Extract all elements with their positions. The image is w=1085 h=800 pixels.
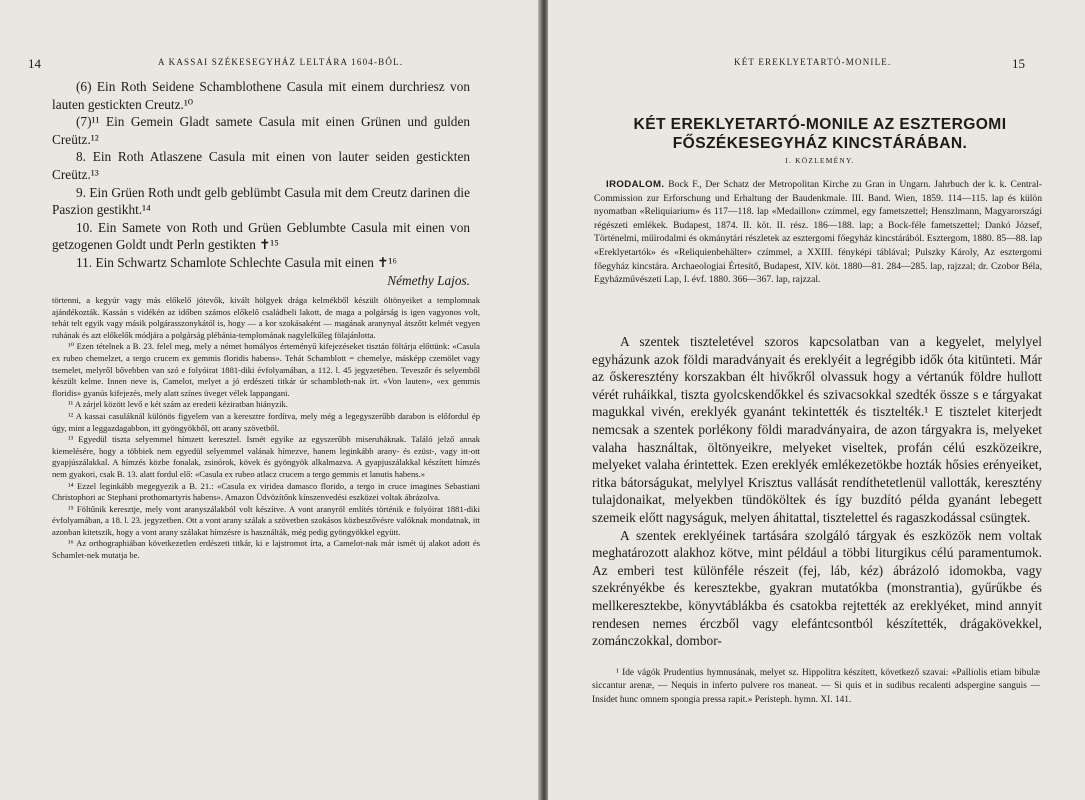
article-subtitle: I. KÖZLEMÉNY.: [785, 156, 855, 165]
footnote: ¹⁴ Ezzel leginkább megegyezik a B. 21.: «Casula ex viridea damasco florido, a tergo in cruce imagines Sebastiani Christophori ac Stephani prothomartyris habens». Amazon Üdvözítőnk kínszenvedési eszközei voltak ábrázolva.: [52, 480, 480, 503]
footnote: ¹¹ A zárjel között levő e két szám az eredeti kéziratban hiányzik.: [68, 399, 288, 410]
left-page: [0, 0, 540, 800]
right-page: [548, 0, 1085, 800]
inventory-item: 8. Ein Roth Atlaszene Casula mit einen von lauter seiden gestickten Creütz.¹³: [52, 149, 470, 182]
footnote: ¹⁵ Föltűnik keresztje, mely vont aranyszálakból volt készítve. A vont aranyról említés történik e folyóirat 1881-diki évfolyamában, a 18. l. 23. jegyzetben. Ott a vont arany szálak a szövetben szokásos közbeszővésre valóknak mondatnak, itt azonban kitetszik, hogy a vont arany szálakat hímzésre is használták, még pedig gyöngyökkel együtt.: [52, 503, 480, 537]
footnote: ¹² A kassai casuláknál különös figyelem van a keresztre fordítva, mely még a legegyszerűbb darabon is előfordul ép úgy, mint a leggazdagabbon, itt gyöngyökből, ott arany szövetből.: [52, 410, 480, 433]
left-running-head: A KASSAI SZÉKESEGYHÁZ LELTÁRA 1604-BŐL.: [158, 57, 404, 67]
inventory-list: [52, 78, 470, 289]
footnote: ¹⁶ Az orthographiában következetlen erdészeti titkár, ki e lajstromot írta, a Camelot-nak már ismét új alakot adott és Schamlet-nek mutatja be.: [52, 538, 480, 561]
inventory-item: 9. Ein Grüen Roth undt gelb geblümbt Casula mit dem Creutz darinen die Paszion gestikht.¹⁴: [52, 184, 470, 218]
inventory-item: (6) Ein Roth Seidene Schamblothene Casula mit einem durchriesz von lauten gestickten Creutz.¹⁰: [52, 79, 470, 112]
footnote: ¹⁰ Ezen tételnek a B. 23. felel meg, mely a német homályos érteményű kifejezéseket tisztán föltárja előttünk: «Casula ex rubeo chemelzet, a tergo crucem ex gemmis floridis habens». Tehát Schamblott = chemelye, másképp czemölet vagy tsemelet, melyről bővebben van szó e folyóirat 1881-diki évfolyamában, a 112. l. 45 jegyzetében. Teveszőr és selyemből készült kelme. Innen neve is, Camelot, melyet a jó erdészeti titkár úr schambloth-nak írt. «Von lauten», «ex gemmis floridis» gyanús kifejezés, mely alatt színes üveget vélek lappangani.: [52, 341, 480, 398]
title-line: FŐSZÉKESEGYHÁZ KINCSTÁRÁBAN.: [672, 135, 968, 152]
left-footnotes: [52, 295, 480, 562]
inventory-item: (7)¹¹ Ein Gemein Gladt samete Casula mit einen Grünen und gulden Creütz.¹²: [52, 114, 470, 147]
left-page-number: 14: [28, 56, 41, 71]
literature-block: [594, 178, 1042, 287]
right-footnote: ¹ Ide vágók Prudentius hymnusának, melyet sz. Hippolitra készített, következő szavai: «Palliolis etiam bibulæ siccantur arenæ, — Nequis in inferto pulvere ros maneat. — Si quis et in sudibus recalenti adspergine sanguis — Insidet hunc omnem spongia pressa rapit.» Peristeph. hymn. XI. 141.: [592, 668, 1040, 705]
right-page-number: 15: [1012, 56, 1025, 71]
literature-label: IRODALOM.: [606, 179, 665, 190]
author-signature: Némethy Lajos.: [387, 272, 470, 288]
title-line: KÉT EREKLYETARTÓ-MONILE AZ ESZTERGOMI: [633, 116, 1007, 133]
footnote: törtenni, a kegyúr vagy más előkelő jótevők, kivált hölgyek drága kelmékből készült öltönyeiket a templomnak ajándékozták. Kassán s vidékén az időben számos előkelő családbeli lakott, de maga a polgárság is igen vagyonos volt, tehát telt egyik vagy másik polgárasszonykától is, hogy — a kor szokásaként — magának aranynyal átszőtt kelmét vegyen ruhának és azt előkelők módjára a polgárság plébánia-templomának nagylelkűleg fölajánlotta.: [52, 295, 480, 340]
inventory-item: 11. Ein Schwartz Schamlote Schlechte Casula mit einen ✝¹⁶: [76, 254, 397, 270]
literature-text: Bock F., Der Schatz der Metropolitan Kirche zu Gran in Ungarn. Jahrbuch der k. k. Central-Commission zur Erforschung und Erhaltung der Baudenkmale. III. Band. Wien, 1859. 114—115. lap és külön nyomatban «Reliquiarium» és 117—118. lap «Medaillon» czímmel, egy fametszettel; Henszlmann, Magyarországi régészeti emlékek. Budapest, 1874. II. köt. II. rész. 186—188. lap; a Bock-féle fametszettel; Dankó József, Történelmi, műirodalmi és okmánytári részletek az esztergomi főegyház kincstárából. Esztergom, 1880. 85—88. lap «Ereklyetartók» és «Reliquienbehälter» czímmel, a XXIII. fényképi táblával; Pulszky Károly, Az esztergomi főegyház kincstára. Archaeologiai Értesítő, Budapest, XIV. köt. 1880—81. 284—285. lap, rajzzal; dr. Czobor Béla, Egyházművészeti Lap, I. évf. 1880. 366—367. lap, rajzzal.: [594, 179, 1042, 286]
body-paragraph: A szentek ereklyéinek tartására szolgáló tárgyak és eszközök nem voltak meghatározott alakhoz kötve, mint például a többi liturgikus célú paramentumok. Az emberi test különféle részeit (fej, láb, kéz) ábrázoló idomokba, vagy szekrényékbe és keresztekbe, gyakran mutatókba (monstrantia), gyűrűkbe és mellkeresztekbe, könyvtáblákba és csatokba rejtették az ereklyéket, mind annyit rendesen nemes érczből vagy elefántcsontból készítették, drágakövekkel, zománczokkal, dombor-: [592, 527, 1042, 649]
inventory-item: 10. Ein Samete von Roth und Grüen Geblumbte Casula mit einen von getzogenen Goldt undt Perln gestikten ✝¹⁵: [52, 219, 470, 253]
body-paragraph: A szentek tiszteletével szoros kapcsolatban van a kegyelet, melylyel egyházunk azok földi maradványait és ereklyéit a legrégibb idők óta kitünteti. Már az őskeresztény korszakban élt hivőkről olvassuk hogy a vértanúk földre hullott vérét ruháikkal, tiszta gyolcskendőkkel és szivacsokkal szedték össze s e tárgyakat magukkal vivén, ereklyék gyanánt tekintették és tisztelték.¹ E tisztelet kiterjedt nemcsak a szentek porlékony földi maradványaira, de azon tárgyakra is, melyeket valaha használtak, öltönyeikre, melyeket viseltek, profán célú eszközeikre, melyeket valaha érintettek. Ezen ereklyék emlékezetökbe hozták hősies erényeiket, ritka bátorságukat, melylyel Krisztus vallását rendíthetetlenül vallották, keresztény tulajdonaikat, melyekben tündököltek és így buzdító példa gyanánt lebegett szemeik előtt nagyságuk, melyen áhitattal, tisztelettel és ragaszkodással csüngtek.: [592, 334, 1042, 525]
article-title: [592, 115, 1048, 153]
article-body: [592, 333, 1042, 650]
right-running-head: KÉT EREKLYETARTÓ-MONILE.: [734, 57, 892, 67]
footnote: ¹³ Egyedül tiszta selyemmel hímzett keresztel. Ismét egyike az egyszerűbb miseruháknak. Találó jelző annak kiemelésére, hogy a többiek nem egyedül selyemmel valának hímezve, hanem leginkább arany- és ezüst-, vagy itt-ott gyapjúszálakkal. A hímzés közbe fonalak, zsinórok, kövek és gyöngyök alkalmazva. A gyapjuszálakkal készített hímzés nem gyakori, csak B. 13. alatt fordul elő: «Casula ex rubeo atlacz crucem a tergo gemmis et lanutis habens.»: [52, 434, 480, 479]
